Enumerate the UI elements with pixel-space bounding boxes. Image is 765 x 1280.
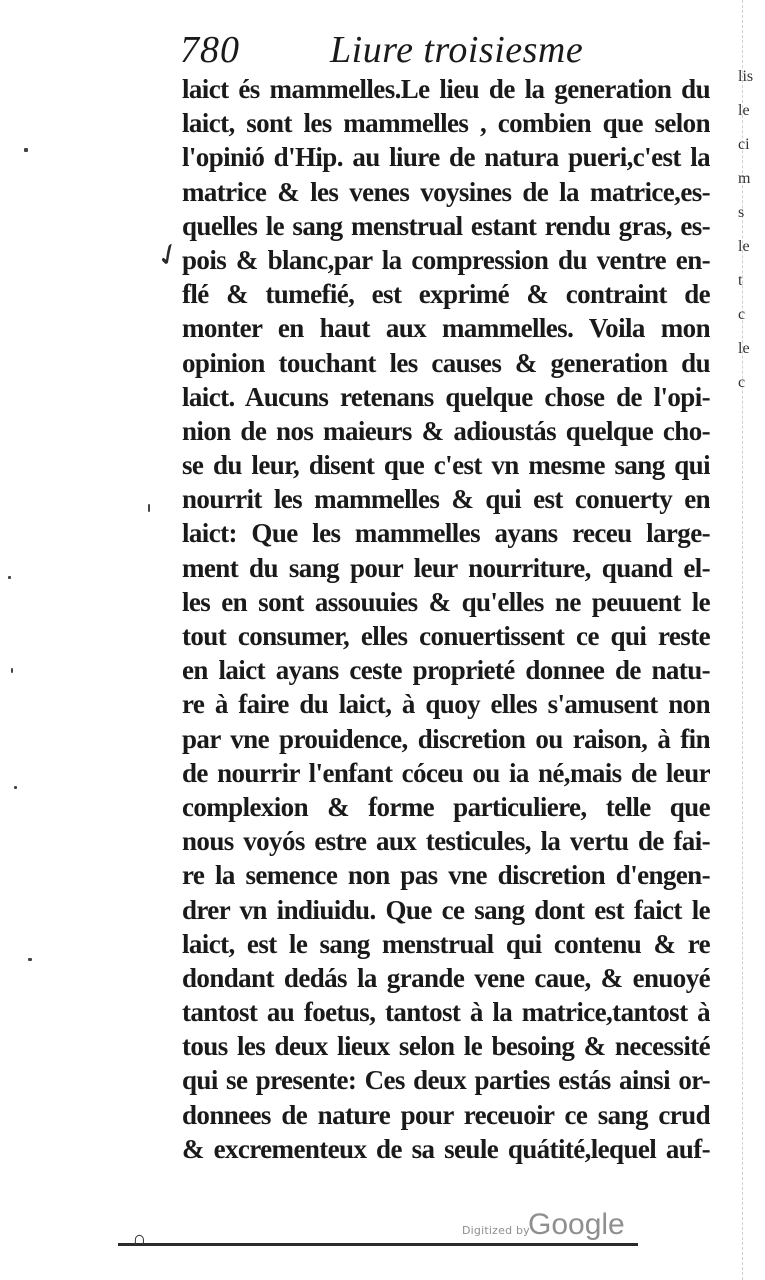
text-line: en laict ayans ceste proprieté donnee de natu- xyxy=(182,655,710,686)
text-line: nion de nos maieurs & adioustás quelque cho- xyxy=(182,415,710,446)
bottom-corner-mark: ∩ xyxy=(132,1228,147,1250)
text-line: complexion & forme particuliere, telle que xyxy=(182,791,710,822)
text-line: dondant dedás la grande vene caue, & enuoyé xyxy=(182,962,710,993)
body-text xyxy=(182,72,710,1166)
google-logo: Google xyxy=(528,1208,625,1241)
text-line: laict, sont les mammelles , combien que selon xyxy=(182,108,710,139)
watermark-prefix: Digitized by xyxy=(462,1224,530,1237)
text-line: re à faire du laict, à quoy elles s'amusent non xyxy=(182,689,710,720)
text-line: opinion touchant les causes & generation du xyxy=(182,347,710,378)
margin-speck xyxy=(148,504,150,512)
text-line: nous voyós estre aux testicules, la vertu de fai- xyxy=(182,826,710,857)
facing-page-bleed-text: lis le ci m s le t c le c xyxy=(738,68,754,391)
margin-speck xyxy=(11,668,13,673)
margin-ink-mark: ✓ xyxy=(150,235,187,276)
margin-speck xyxy=(24,148,28,152)
text-line: par vne prouidence, discretion ou raison, à fin xyxy=(182,723,710,754)
margin-speck xyxy=(14,786,17,789)
text-line: l'opinió d'Hip. au liure de natura pueri,c'est la xyxy=(182,142,710,173)
page-header xyxy=(180,28,740,76)
text-line: drer vn indiuidu. Que ce sang dont est faict le xyxy=(182,894,710,925)
text-line: nourrit les mammelles & qui est conuerty en xyxy=(182,484,710,515)
text-line: donnees de nature pour receuoir ce sang crud xyxy=(182,1099,710,1130)
text-line: tout consumer, elles conuertissent ce qui reste xyxy=(182,621,710,651)
text-line: laict: Que les mammelles ayans receu large- xyxy=(182,518,710,549)
running-title: Liure troisiesme xyxy=(330,29,584,71)
text-line: de nourrir l'enfant cóceu ou ia né,mais de leur xyxy=(182,757,710,788)
text-line: monter en haut aux mammelles. Voila mon xyxy=(182,313,710,344)
margin-speck xyxy=(8,576,11,579)
text-line: tous les deux lieux selon le besoing & necessité xyxy=(182,1031,710,1062)
text-line: re la semence non pas vne discretion d'engen- xyxy=(182,860,710,891)
text-line: pois & blanc,par la compression du ventre en- xyxy=(182,244,710,275)
text-line: tantost au foetus, tantost à la matrice,tantost à xyxy=(182,997,710,1028)
text-line: ment du sang pour leur nourriture, quand el- xyxy=(182,552,710,583)
text-line: laict és mammelles.Le lieu de la generation du xyxy=(182,74,710,104)
page-number: 780 xyxy=(180,29,240,71)
text-line: & excrementeux de sa seule quátité,lequel auf- xyxy=(182,1133,710,1164)
text-line: qui se presente: Ces deux parties estás ainsi or- xyxy=(182,1065,710,1096)
text-line: flé & tumefié, est exprimé & contraint de xyxy=(182,279,710,310)
text-line: laict. Aucuns retenans quelque chose de l'opi- xyxy=(182,381,710,412)
text-line: matrice & les venes voysines de la matrice,es- xyxy=(182,176,710,207)
text-line: laict, est le sang menstrual qui contenu & re xyxy=(182,928,710,959)
digitized-watermark xyxy=(462,1210,662,1250)
margin-speck xyxy=(28,958,32,961)
text-line: se du leur, disent que c'est vn mesme sang qui xyxy=(182,450,710,481)
text-line: quelles le sang menstrual estant rendu gras, es- xyxy=(182,210,710,241)
text-line: les en sont assouuies & qu'elles ne peuuent le xyxy=(182,586,710,617)
